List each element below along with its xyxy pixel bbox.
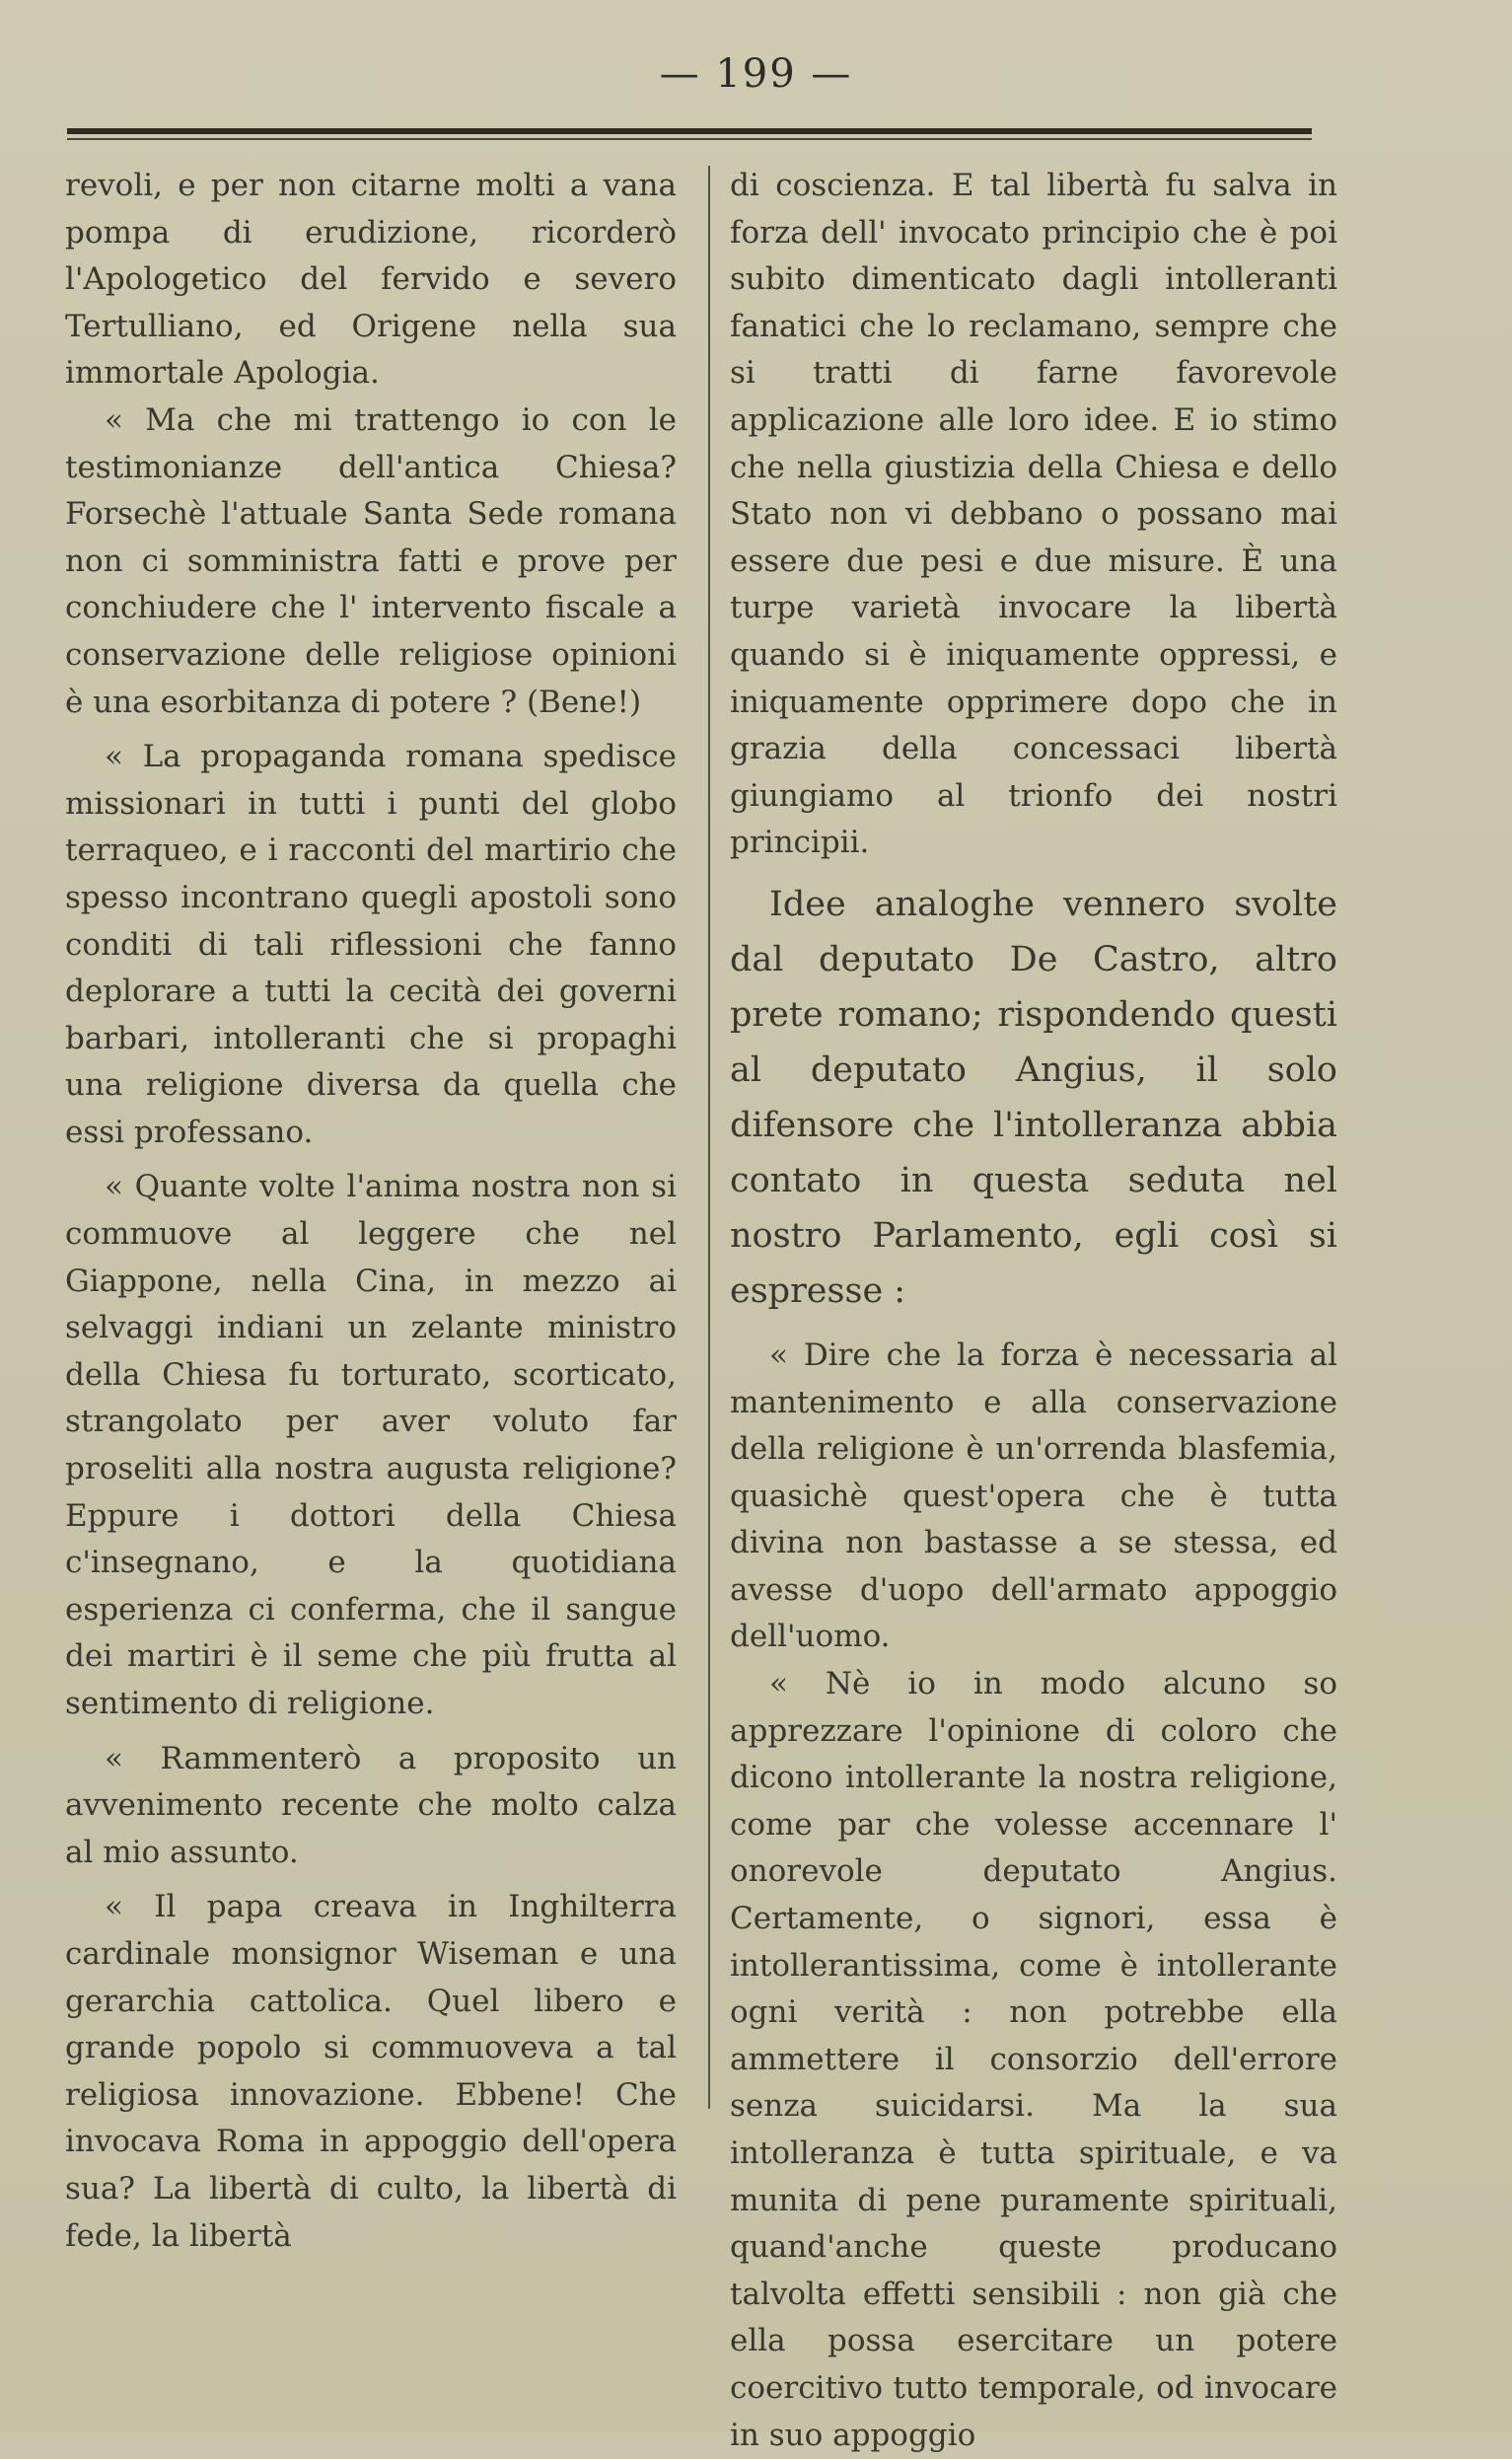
quote-paragraph: « Nè io in modo alcuno so apprezzare l'opinione di coloro che dicono intollerante la nostra religione, come par che volesse accennare l' onorevole deputato Angius. Certamente, o signori, essa è intollerantissima, come è intollerante ogni verità : non potrebbe ella ammettere il consorzio dell'errore senza suicidarsi. Ma la sua intolleranza è tutta spirituale, e va munita di pene puramente spirituali, quand'anche queste producano talvolta effetti sensibili : non già che ella possa esercitare un potere coercitivo tutto temporale, od invocare in suo appoggio <box>730 1666 1337 2453</box>
left-column <box>65 163 677 2260</box>
paragraph: revoli, e per non citarne molti a vana pompa di erudizione, ricorderò l'Apologetico del fervido e severo Tertulliano, ed Origene nella sua immortale Apologia. <box>65 168 677 392</box>
quote-paragraph: « Dire che la forza è necessaria al mantenimento e alla conservazione della religione è un'orrenda blasfemia, quasichè quest'opera che è tutta divina non bastasse a se stessa, ed avesse d'uopo dell'armato appoggio dell'uomo. <box>730 1337 1337 1655</box>
paragraph: di coscienza. E tal libertà fu salva in forza dell' invocato principio che è poi subito dimenticato dagli intolleranti fanatici che lo reclamano, sempre che si tratti di farne favorevole applicazione alle loro idee. E io stimo che nella giustizia della Chiesa e dello Stato non vi debbano o possano mai essere due pesi e due misure. È una turpe varietà invocare la libertà quando si è iniquamente oppressi, e iniquamente opprimere dopo che in grazia della concessaci libertà giungiamo al trionfo dei nostri principii. <box>730 168 1337 861</box>
page-number: — 199 — <box>659 51 853 97</box>
narration-paragraph: Idee analoghe vennero svolte dal deputato De Castro, altro prete romano; rispondendo questi al deputato Angius, il solo difensore che l'intolleranza abbia contato in questa seduta nel nostro Parlamento, egli così si espresse : <box>730 884 1337 1311</box>
column-divider <box>708 166 710 2109</box>
paragraph: « Quante volte l'anima nostra non si commuove al leggere che nel Giappone, nella Cina, in mezzo ai selvaggi indiani un zelante ministro della Chiesa fu torturato, scorticato, strangolato per aver voluto far proseliti alla nostra augusta religione? Eppure i dottori della Chiesa c'insegnano, e la quotidiana esperienza ci conferma, che il sangue dei martiri è il seme che più frutta al sentimento di religione. <box>65 1169 677 1721</box>
right-column <box>730 163 1337 2459</box>
header-rule <box>67 128 1312 134</box>
paragraph: « La propaganda romana spedisce missionari in tutti i punti del globo terraqueo, e i racconti del martirio che spesso incontrano quegli apostoli sono conditi di tali riflessioni che fanno deplorare a tutti la cecità dei governi barbari, intolleranti che si propaghi una religione diversa da quella che essi professano. <box>65 739 677 1150</box>
paragraph: « Ma che mi trattengo io con le testimonianze dell'antica Chiesa? Forsechè l'attuale Santa Sede romana non ci somministra fatti e prove per conchiudere che l' intervento fiscale a conservazione delle religiose opinioni è una esorbitanza di potere ? (Bene!) <box>65 401 677 720</box>
header-rule-thin <box>67 138 1312 140</box>
paragraph: « Il papa creava in Inghilterra cardinale monsignor Wiseman e una gerarchia cattolica. Quel libero e grande popolo si commuoveva a tal religiosa innovazione. Ebbene! Che invocava Roma in appoggio dell'opera sua? La libertà di culto, la libertà di fede, la libertà <box>65 1889 677 2254</box>
paragraph: « Rammenterò a proposito un avvenimento recente che molto calza al mio assunto. <box>65 1740 677 1870</box>
